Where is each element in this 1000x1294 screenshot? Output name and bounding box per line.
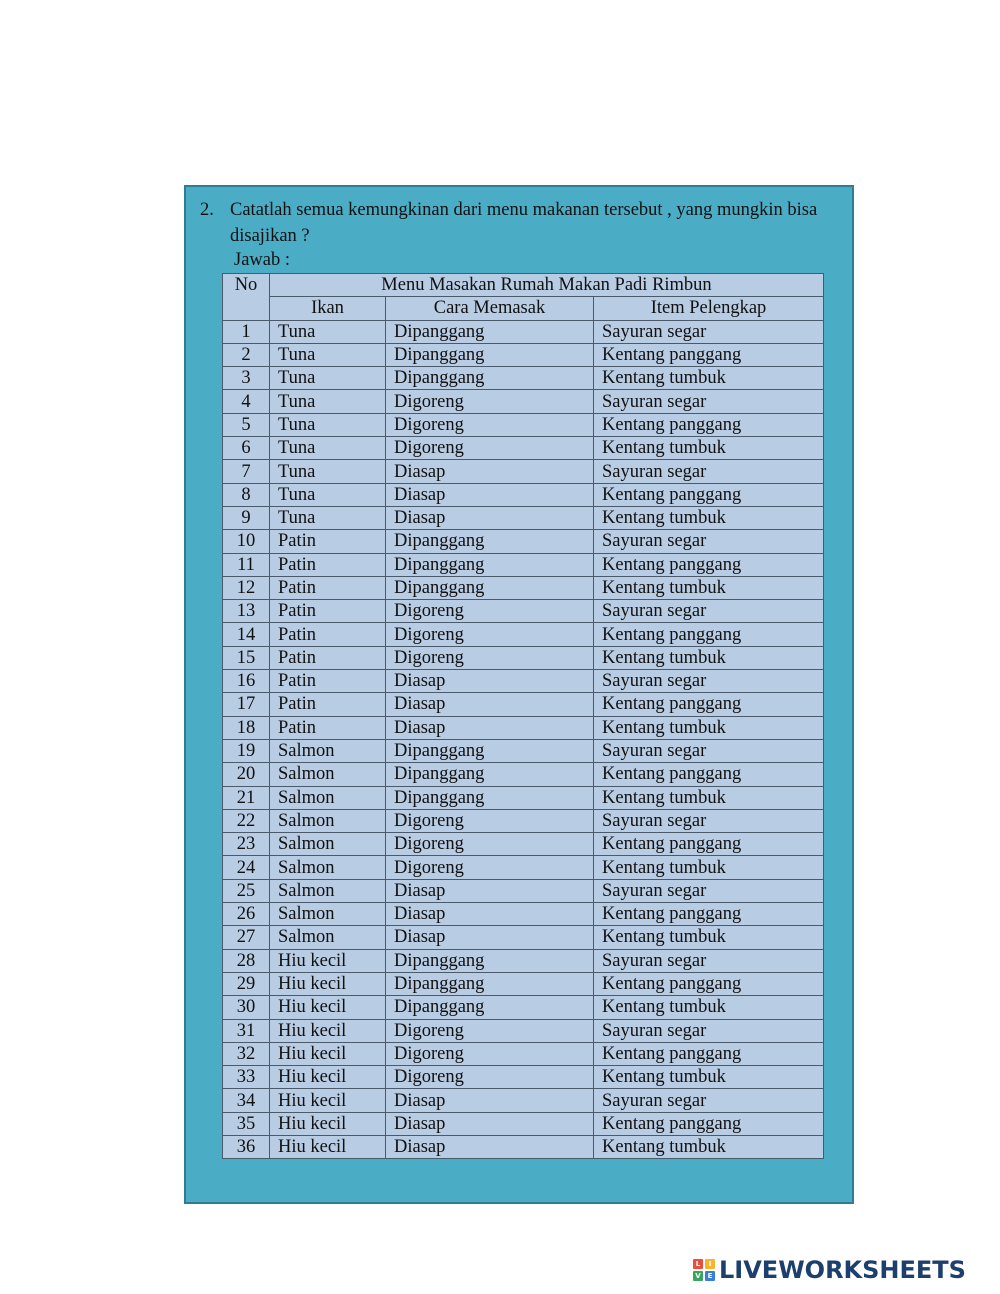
cell-cara-memasak: Digoreng xyxy=(386,600,594,623)
cell-item-pelengkap: Kentang tumbuk xyxy=(594,1066,824,1089)
cell-item-pelengkap: Kentang panggang xyxy=(594,553,824,576)
cell-no: 12 xyxy=(223,576,270,599)
cell-ikan: Tuna xyxy=(270,506,386,529)
cell-ikan: Salmon xyxy=(270,739,386,762)
cell-no: 21 xyxy=(223,786,270,809)
cell-no: 27 xyxy=(223,926,270,949)
cell-cara-memasak: Dipanggang xyxy=(386,996,594,1019)
header-item-pelengkap: Item Pelengkap xyxy=(594,297,824,320)
cell-item-pelengkap: Kentang panggang xyxy=(594,693,824,716)
cell-item-pelengkap: Sayuran segar xyxy=(594,739,824,762)
table-row xyxy=(223,343,824,366)
cell-cara-memasak: Diasap xyxy=(386,483,594,506)
cell-ikan: Salmon xyxy=(270,809,386,832)
cell-cara-memasak: Dipanggang xyxy=(386,530,594,553)
cell-no: 34 xyxy=(223,1089,270,1112)
cell-ikan: Hiu kecil xyxy=(270,1019,386,1042)
cell-item-pelengkap: Kentang tumbuk xyxy=(594,367,824,390)
cell-no: 24 xyxy=(223,856,270,879)
cell-item-pelengkap: Kentang panggang xyxy=(594,623,824,646)
cell-ikan: Tuna xyxy=(270,390,386,413)
cell-no: 26 xyxy=(223,903,270,926)
cell-cara-memasak: Dipanggang xyxy=(386,763,594,786)
cell-cara-memasak: Digoreng xyxy=(386,1019,594,1042)
cell-ikan: Patin xyxy=(270,623,386,646)
cell-cara-memasak: Diasap xyxy=(386,506,594,529)
cell-cara-memasak: Digoreng xyxy=(386,1066,594,1089)
table-row xyxy=(223,763,824,786)
table-subheader-row xyxy=(223,297,824,320)
cell-ikan: Hiu kecil xyxy=(270,1135,386,1158)
table-row xyxy=(223,809,824,832)
cell-ikan: Salmon xyxy=(270,903,386,926)
cell-ikan: Tuna xyxy=(270,367,386,390)
cell-cara-memasak: Dipanggang xyxy=(386,786,594,809)
menu-table xyxy=(222,273,824,1159)
cell-no: 31 xyxy=(223,1019,270,1042)
logo-tile: L xyxy=(693,1259,703,1269)
header-title: Menu Masakan Rumah Makan Padi Rimbun xyxy=(270,274,824,297)
table-row xyxy=(223,646,824,669)
cell-no: 5 xyxy=(223,413,270,436)
question-text: Catatlah semua kemungkinan dari menu makanan tersebut , yang mungkin bisa disajikan ? xyxy=(230,200,818,246)
table-row xyxy=(223,739,824,762)
cell-ikan: Patin xyxy=(270,646,386,669)
cell-cara-memasak: Digoreng xyxy=(386,437,594,460)
cell-item-pelengkap: Kentang tumbuk xyxy=(594,926,824,949)
logo-tile: I xyxy=(705,1259,715,1269)
cell-ikan: Hiu kecil xyxy=(270,996,386,1019)
table-row xyxy=(223,879,824,902)
cell-no: 10 xyxy=(223,530,270,553)
cell-no: 13 xyxy=(223,600,270,623)
cell-ikan: Salmon xyxy=(270,926,386,949)
table-row xyxy=(223,716,824,739)
cell-ikan: Tuna xyxy=(270,413,386,436)
question-panel xyxy=(184,185,854,1204)
cell-cara-memasak: Diasap xyxy=(386,693,594,716)
cell-no: 22 xyxy=(223,809,270,832)
cell-ikan: Salmon xyxy=(270,833,386,856)
table-row xyxy=(223,320,824,343)
cell-no: 28 xyxy=(223,949,270,972)
cell-cara-memasak: Digoreng xyxy=(386,833,594,856)
cell-ikan: Tuna xyxy=(270,320,386,343)
cell-ikan: Hiu kecil xyxy=(270,972,386,995)
cell-no: 33 xyxy=(223,1066,270,1089)
cell-item-pelengkap: Kentang tumbuk xyxy=(594,437,824,460)
liveworksheets-logo xyxy=(693,1256,966,1284)
cell-item-pelengkap: Kentang panggang xyxy=(594,413,824,436)
table-row xyxy=(223,786,824,809)
cell-no: 15 xyxy=(223,646,270,669)
table-row xyxy=(223,367,824,390)
table-row xyxy=(223,413,824,436)
cell-cara-memasak: Diasap xyxy=(386,670,594,693)
cell-item-pelengkap: Sayuran segar xyxy=(594,879,824,902)
cell-cara-memasak: Dipanggang xyxy=(386,576,594,599)
cell-item-pelengkap: Kentang panggang xyxy=(594,903,824,926)
cell-ikan: Tuna xyxy=(270,437,386,460)
header-no: No xyxy=(223,274,270,321)
answer-label: Jawab : xyxy=(234,250,290,270)
table-body xyxy=(223,320,824,1159)
cell-no: 36 xyxy=(223,1135,270,1158)
cell-cara-memasak: Digoreng xyxy=(386,856,594,879)
table-row xyxy=(223,670,824,693)
table-row xyxy=(223,1066,824,1089)
table-row xyxy=(223,553,824,576)
cell-item-pelengkap: Sayuran segar xyxy=(594,1089,824,1112)
cell-cara-memasak: Dipanggang xyxy=(386,972,594,995)
cell-no: 20 xyxy=(223,763,270,786)
cell-cara-memasak: Dipanggang xyxy=(386,739,594,762)
cell-no: 6 xyxy=(223,437,270,460)
table-row xyxy=(223,483,824,506)
cell-item-pelengkap: Kentang panggang xyxy=(594,833,824,856)
table-header-row xyxy=(223,274,824,297)
cell-item-pelengkap: Kentang panggang xyxy=(594,1042,824,1065)
cell-cara-memasak: Digoreng xyxy=(386,809,594,832)
table-row xyxy=(223,972,824,995)
cell-ikan: Salmon xyxy=(270,763,386,786)
cell-ikan: Patin xyxy=(270,693,386,716)
cell-ikan: Tuna xyxy=(270,343,386,366)
cell-item-pelengkap: Kentang panggang xyxy=(594,972,824,995)
cell-item-pelengkap: Sayuran segar xyxy=(594,949,824,972)
table-row xyxy=(223,856,824,879)
cell-ikan: Salmon xyxy=(270,856,386,879)
table-row xyxy=(223,949,824,972)
cell-item-pelengkap: Kentang tumbuk xyxy=(594,716,824,739)
cell-cara-memasak: Digoreng xyxy=(386,413,594,436)
cell-ikan: Patin xyxy=(270,670,386,693)
table-row xyxy=(223,833,824,856)
header-cara-memasak: Cara Memasak xyxy=(386,297,594,320)
cell-item-pelengkap: Kentang panggang xyxy=(594,483,824,506)
cell-ikan: Salmon xyxy=(270,879,386,902)
logo-tiles xyxy=(693,1259,715,1281)
table-row xyxy=(223,926,824,949)
table-row xyxy=(223,623,824,646)
cell-item-pelengkap: Sayuran segar xyxy=(594,320,824,343)
cell-no: 23 xyxy=(223,833,270,856)
cell-cara-memasak: Diasap xyxy=(386,716,594,739)
cell-no: 17 xyxy=(223,693,270,716)
cell-no: 18 xyxy=(223,716,270,739)
cell-ikan: Patin xyxy=(270,553,386,576)
cell-cara-memasak: Diasap xyxy=(386,1135,594,1158)
table-row xyxy=(223,903,824,926)
cell-item-pelengkap: Kentang tumbuk xyxy=(594,506,824,529)
cell-cara-memasak: Digoreng xyxy=(386,1042,594,1065)
cell-ikan: Salmon xyxy=(270,786,386,809)
cell-ikan: Hiu kecil xyxy=(270,949,386,972)
cell-cara-memasak: Diasap xyxy=(386,460,594,483)
cell-cara-memasak: Diasap xyxy=(386,926,594,949)
cell-cara-memasak: Digoreng xyxy=(386,623,594,646)
header-ikan: Ikan xyxy=(270,297,386,320)
cell-no: 19 xyxy=(223,739,270,762)
cell-no: 14 xyxy=(223,623,270,646)
cell-ikan: Tuna xyxy=(270,460,386,483)
cell-cara-memasak: Dipanggang xyxy=(386,320,594,343)
table-row xyxy=(223,530,824,553)
cell-cara-memasak: Diasap xyxy=(386,1112,594,1135)
cell-item-pelengkap: Sayuran segar xyxy=(594,809,824,832)
cell-item-pelengkap: Kentang tumbuk xyxy=(594,856,824,879)
cell-ikan: Hiu kecil xyxy=(270,1112,386,1135)
table-row xyxy=(223,390,824,413)
table-row xyxy=(223,1042,824,1065)
cell-cara-memasak: Digoreng xyxy=(386,646,594,669)
cell-no: 32 xyxy=(223,1042,270,1065)
cell-ikan: Hiu kecil xyxy=(270,1042,386,1065)
cell-item-pelengkap: Kentang panggang xyxy=(594,1112,824,1135)
table-row xyxy=(223,1019,824,1042)
cell-no: 7 xyxy=(223,460,270,483)
cell-ikan: Hiu kecil xyxy=(270,1066,386,1089)
cell-cara-memasak: Dipanggang xyxy=(386,949,594,972)
cell-no: 2 xyxy=(223,343,270,366)
cell-cara-memasak: Dipanggang xyxy=(386,367,594,390)
cell-no: 29 xyxy=(223,972,270,995)
cell-no: 3 xyxy=(223,367,270,390)
cell-ikan: Tuna xyxy=(270,483,386,506)
cell-ikan: Patin xyxy=(270,600,386,623)
logo-tile: V xyxy=(693,1271,703,1281)
cell-item-pelengkap: Sayuran segar xyxy=(594,1019,824,1042)
cell-item-pelengkap: Kentang tumbuk xyxy=(594,786,824,809)
table-row xyxy=(223,600,824,623)
cell-ikan: Hiu kecil xyxy=(270,1089,386,1112)
cell-no: 25 xyxy=(223,879,270,902)
cell-item-pelengkap: Sayuran segar xyxy=(594,670,824,693)
question-number: 2. xyxy=(200,200,214,220)
cell-cara-memasak: Diasap xyxy=(386,879,594,902)
cell-item-pelengkap: Kentang tumbuk xyxy=(594,576,824,599)
logo-tile: E xyxy=(705,1271,715,1281)
cell-item-pelengkap: Kentang tumbuk xyxy=(594,1135,824,1158)
table-row xyxy=(223,1135,824,1158)
cell-item-pelengkap: Kentang panggang xyxy=(594,343,824,366)
cell-no: 30 xyxy=(223,996,270,1019)
table-row xyxy=(223,693,824,716)
cell-item-pelengkap: Kentang panggang xyxy=(594,763,824,786)
cell-item-pelengkap: Sayuran segar xyxy=(594,530,824,553)
logo-text: LIVEWORKSHEETS xyxy=(719,1256,966,1284)
cell-item-pelengkap: Sayuran segar xyxy=(594,390,824,413)
cell-no: 9 xyxy=(223,506,270,529)
cell-cara-memasak: Dipanggang xyxy=(386,553,594,576)
table-row xyxy=(223,506,824,529)
table-row xyxy=(223,996,824,1019)
cell-ikan: Patin xyxy=(270,716,386,739)
cell-cara-memasak: Diasap xyxy=(386,903,594,926)
table-row xyxy=(223,460,824,483)
table-row xyxy=(223,576,824,599)
cell-item-pelengkap: Kentang tumbuk xyxy=(594,646,824,669)
cell-no: 16 xyxy=(223,670,270,693)
cell-no: 11 xyxy=(223,553,270,576)
cell-cara-memasak: Digoreng xyxy=(386,390,594,413)
table-row xyxy=(223,1089,824,1112)
cell-cara-memasak: Diasap xyxy=(386,1089,594,1112)
cell-ikan: Patin xyxy=(270,576,386,599)
cell-cara-memasak: Dipanggang xyxy=(386,343,594,366)
cell-no: 1 xyxy=(223,320,270,343)
table-row xyxy=(223,1112,824,1135)
table-row xyxy=(223,437,824,460)
cell-no: 35 xyxy=(223,1112,270,1135)
cell-item-pelengkap: Sayuran segar xyxy=(594,460,824,483)
cell-item-pelengkap: Sayuran segar xyxy=(594,600,824,623)
cell-item-pelengkap: Kentang tumbuk xyxy=(594,996,824,1019)
cell-ikan: Patin xyxy=(270,530,386,553)
cell-no: 8 xyxy=(223,483,270,506)
cell-no: 4 xyxy=(223,390,270,413)
